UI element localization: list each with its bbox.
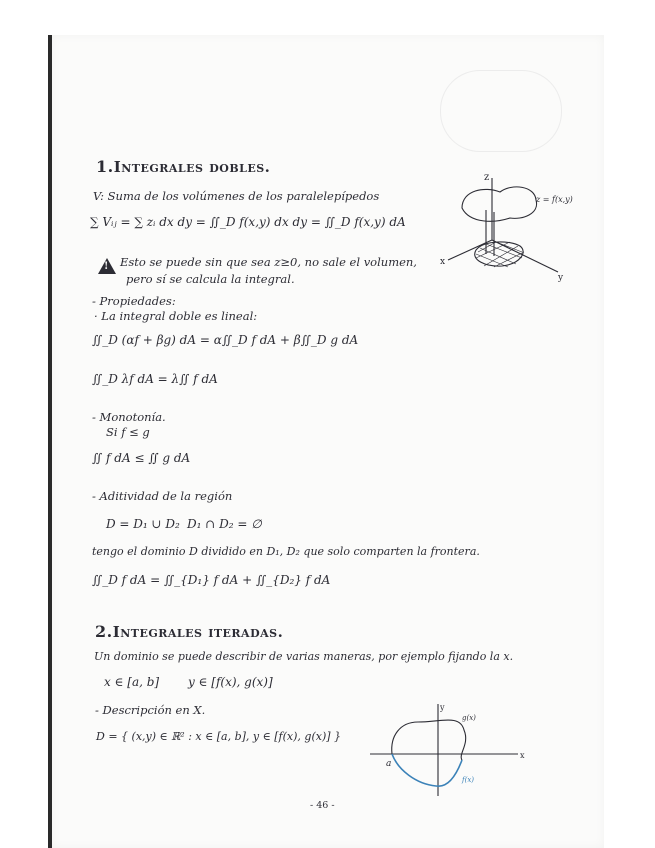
monotonia-heading: - Monotonía. [92,410,166,424]
g-label: g(x) [462,714,476,722]
section-number: 2. [95,622,113,641]
y-label: y [440,703,445,712]
y-axis [492,240,558,272]
aditividad-text: tengo el dominio D dividido en D₁, D₂ que solo comparten la frontera. [92,545,480,558]
section-2-intro: Un dominio se puede describir de varias maneras, por ejemplo fijando la x. [94,650,514,663]
surface-shape [462,187,537,221]
description-heading: - Descripción en X. [95,703,206,717]
volume-formula: ∑ Vᵢⱼ = ∑ zᵢ dx dy = ∬_D f(x,y) dx dy = ∬_D f(x,y) dA [90,215,406,229]
region-d [475,242,523,266]
description-formula: D = { (x,y) ∈ ℝ² : x ∈ [a, b], y ∈ [f(x), g(x)] } [96,730,342,743]
section-title-text: Integrales dobles. [113,158,271,176]
aditividad-union: D = D₁ ∪ D₂ [106,517,180,531]
a-label: a [386,759,392,769]
volume-figure [440,168,580,288]
surface-label: z = f(x,y) [536,195,573,204]
linearity-heading: · La integral doble es lineal: [94,309,258,323]
volume-definition: V: Suma de los volúmenes de los paralelepípedos [93,189,380,203]
properties-heading: - Propiedades: [92,294,176,308]
x-label: x [440,257,446,267]
monotonia-condition: Si f ≤ g [106,425,150,439]
section-number: 1. [96,157,114,176]
x-range: x ∈ [a, b] [104,675,160,689]
aditividad-intersection: D₁ ∩ D₂ = ∅ [187,517,262,531]
f-label: f(x) [462,776,475,784]
section-title-text: Integrales iteradas. [112,623,284,641]
f-curve [392,754,462,786]
page-number: - 46 - [310,800,335,811]
section-1-title [96,157,270,176]
region-figure [370,700,530,800]
y-label: y [558,273,564,283]
x-label: x [520,751,525,760]
z-label: z [484,172,490,183]
warning-text: Esto se puede sin que sea z≥0, no sale el volumen, [120,255,417,269]
warning-icon [98,258,116,274]
aditividad-formula: ∬_D f dA = ∬_{D₁} f dA + ∬_{D₂} f dA [92,573,331,587]
bleed-through-decoration [440,70,562,152]
section-2-title [95,622,283,641]
warning-text-2: pero sí se calcula la integral. [126,272,295,286]
aditividad-heading: - Aditividad de la región [92,489,233,503]
monotonia-formula: ∬ f dA ≤ ∬ g dA [92,451,191,465]
x-axis [448,240,492,260]
scalar-formula: ∬_D λf dA = λ∬ f dA [92,372,218,386]
linearity-formula: ∬_D (αf + βg) dA = α∬_D f dA + β∬_D g dA [92,333,359,347]
y-range: y ∈ [f(x), g(x)] [188,675,273,689]
